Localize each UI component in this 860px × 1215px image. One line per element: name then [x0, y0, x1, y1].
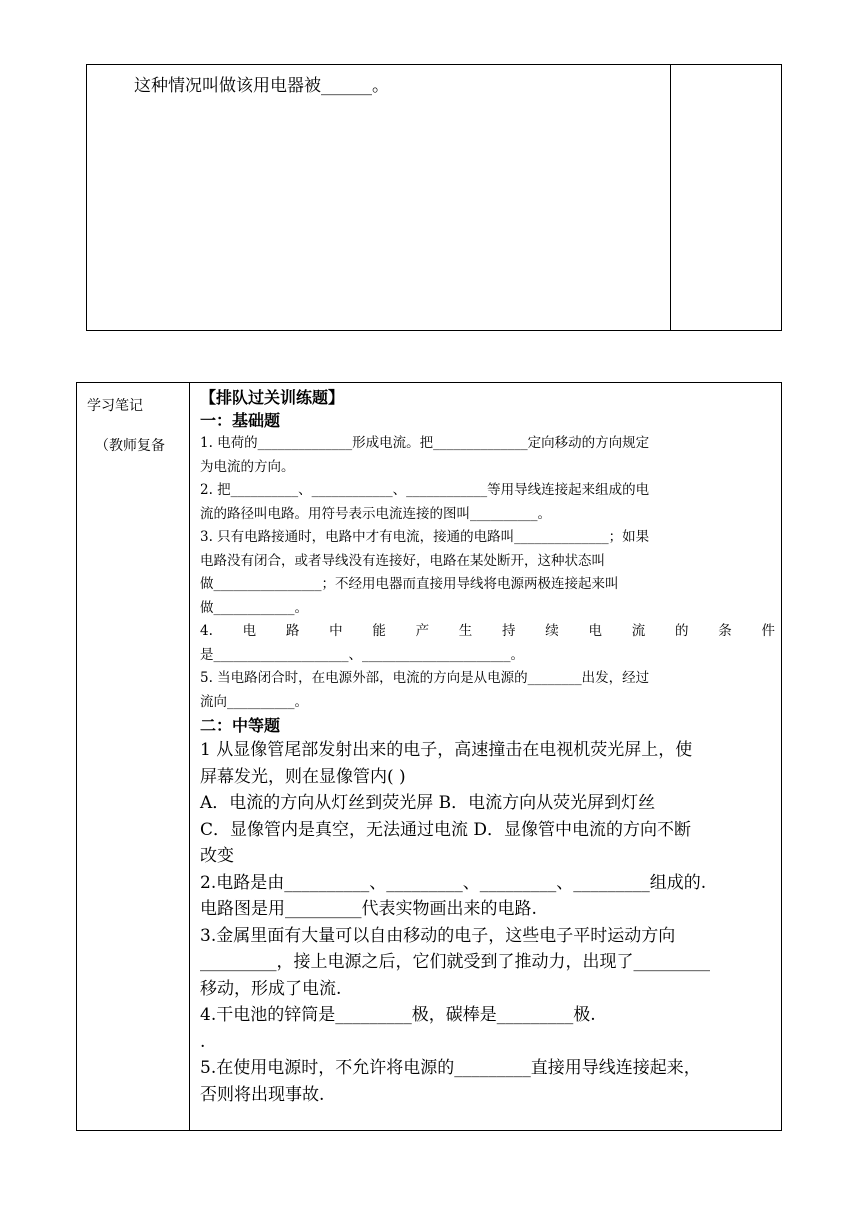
medium-question-line: 改变	[200, 846, 234, 866]
basic-question-line: 2. 把__________、____________、____________等用导线连接起来组成的电	[200, 482, 650, 498]
medium-questions	[200, 737, 775, 1108]
basic-question-line: 流的路径叫电路。用符号表示电流连接的图叫__________。	[200, 505, 551, 522]
exercise-table-column-divider	[189, 383, 190, 1130]
side-label-study-notes: 学习笔记	[87, 398, 143, 414]
top-table-text: 这种情况叫做该用电器被______。	[134, 76, 389, 96]
basic-section-title: 一：基础题	[200, 411, 281, 430]
medium-question-line: 否则将出现事故.	[200, 1084, 325, 1105]
top-table	[86, 64, 782, 331]
medium-question-line: 3.金属里面有大量可以自由移动的电子，这些电子平时运动方向	[200, 925, 676, 946]
medium-question-line: 1 从显像管尾部发射出来的电子，高速撞击在电视机荧光屏上，使	[200, 740, 693, 760]
side-label-teacher-review: （教师复备	[95, 438, 165, 454]
basic-question-line: 3. 只有电路接通时，电路中才有电流，接通的电路叫______________；如果	[200, 529, 650, 545]
section-title: 【排队过关训练题】	[200, 388, 345, 407]
medium-question-line: A．电流的方向从灯丝到荧光屏 B．电流方向从荧光屏到灯丝	[200, 793, 656, 813]
medium-question-line: 移动，形成了电流.	[200, 978, 342, 999]
medium-question-line: 5.在使用电源时，不允许将电源的_________直接用导线连接起来，	[200, 1058, 701, 1078]
top-table-column-divider	[670, 65, 671, 330]
medium-question-line: 2.电路是由__________、_________、_________、_________组成的.	[200, 872, 707, 893]
basic-question-4-line: 4. 电 路 中 能 产 生 持 续 电 流 的 条 件	[200, 623, 775, 639]
basic-question-line: 是____________________、______________________。	[200, 646, 524, 663]
basic-questions	[200, 432, 775, 714]
medium-question-line: C．显像管内是真空，无法通过电流 D．显像管中电流的方向不断	[200, 819, 692, 840]
exercise-content	[200, 386, 775, 1108]
exercise-table	[76, 382, 782, 1131]
basic-question-line: 流向__________。	[200, 693, 308, 710]
basic-question-line: 为电流的方向。	[200, 458, 295, 475]
basic-question-line: 做____________。	[200, 599, 308, 616]
medium-question-line: 屏幕发光，则在显像管内( )	[200, 766, 406, 787]
basic-question-line: 1. 电荷的______________形成电流。把______________定向移动的方向规定	[200, 435, 650, 451]
medium-question-line: 4.干电池的锌筒是_________极，碳棒是_________极.	[200, 1005, 596, 1025]
basic-question-line: 做________________；不经用电器而直接用导线将电源两极连接起来叫	[200, 576, 619, 592]
basic-question-line: 5. 当电路闭合时，在电源外部，电流的方向是从电源的________出发，经过	[200, 670, 650, 686]
medium-question-line: _________，接上电源之后，它们就受到了推动力，出现了_________	[200, 952, 710, 972]
medium-question-line: .	[200, 1031, 206, 1052]
medium-question-line: 电路图是用_________代表实物画出来的电路.	[200, 899, 537, 919]
basic-question-line: 电路没有闭合，或者导线没有连接好，电路在某处断开，这种状态叫	[200, 552, 605, 569]
medium-section-title: 二：中等题	[200, 716, 281, 735]
